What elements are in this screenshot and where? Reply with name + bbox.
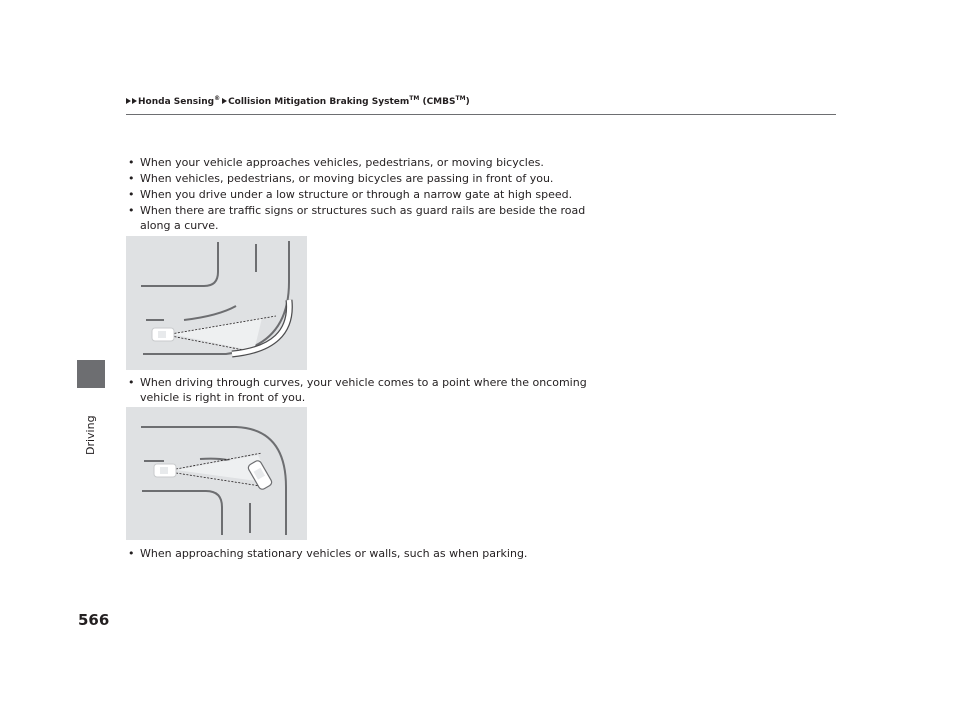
list-item	[128, 187, 608, 202]
list-item-text: vehicle is right in front of you.	[140, 391, 306, 404]
breadcrumb-arrow-icon	[132, 98, 137, 104]
bullet-mark: •	[128, 547, 135, 560]
bullet-mark: •	[128, 156, 135, 169]
list-item	[128, 155, 608, 170]
breadcrumb-abbr-close: )	[465, 97, 470, 107]
illustration-oncoming-vehicle-curve	[126, 407, 307, 540]
oncoming-vehicle-diagram	[126, 407, 307, 540]
registered-mark: ®	[214, 95, 221, 102]
list-item	[128, 171, 608, 186]
list-item-text: When vehicles, pedestrians, or moving bicycles are passing in front of you.	[140, 172, 554, 185]
breadcrumb-part-2[interactable]: Collision Mitigation Braking System	[228, 97, 410, 107]
section-label: Driving	[84, 415, 97, 455]
page-number: 566	[78, 611, 110, 629]
list-item-text: When approaching stationary vehicles or walls, such as when parking.	[140, 547, 528, 560]
bullet-mark: •	[128, 172, 135, 185]
list-item-text: along a curve.	[140, 219, 219, 232]
list-item-text: When there are traffic signs or structures such as guard rails are beside the road	[140, 204, 586, 217]
guard-rail-curve-diagram	[126, 236, 307, 370]
header-rule	[126, 114, 836, 115]
breadcrumb-part-1[interactable]: Honda Sensing	[138, 97, 215, 107]
bullet-mark: •	[128, 204, 135, 217]
list-item-text: When you drive under a low structure or through a narrow gate at high speed.	[140, 188, 573, 201]
breadcrumb-abbr-open: (CMBS	[422, 97, 456, 107]
breadcrumb-arrow-icon	[222, 98, 227, 104]
list-item	[128, 203, 608, 234]
list-item-text: When your vehicle approaches vehicles, pedestrians, or moving bicycles.	[140, 156, 544, 169]
bullet-mark: •	[128, 376, 135, 389]
breadcrumb-arrow-icon	[126, 98, 131, 104]
breadcrumb	[126, 95, 470, 107]
list-item-text: When driving through curves, your vehicle comes to a point where the oncoming	[140, 376, 587, 389]
section-tab[interactable]	[77, 360, 105, 388]
list-item	[128, 375, 608, 406]
illustration-guard-rail-curve	[126, 236, 307, 370]
trademark-mark: TM	[409, 95, 420, 102]
trademark-mark: TM	[455, 95, 466, 102]
bullet-mark: •	[128, 188, 135, 201]
list-item	[128, 546, 608, 561]
